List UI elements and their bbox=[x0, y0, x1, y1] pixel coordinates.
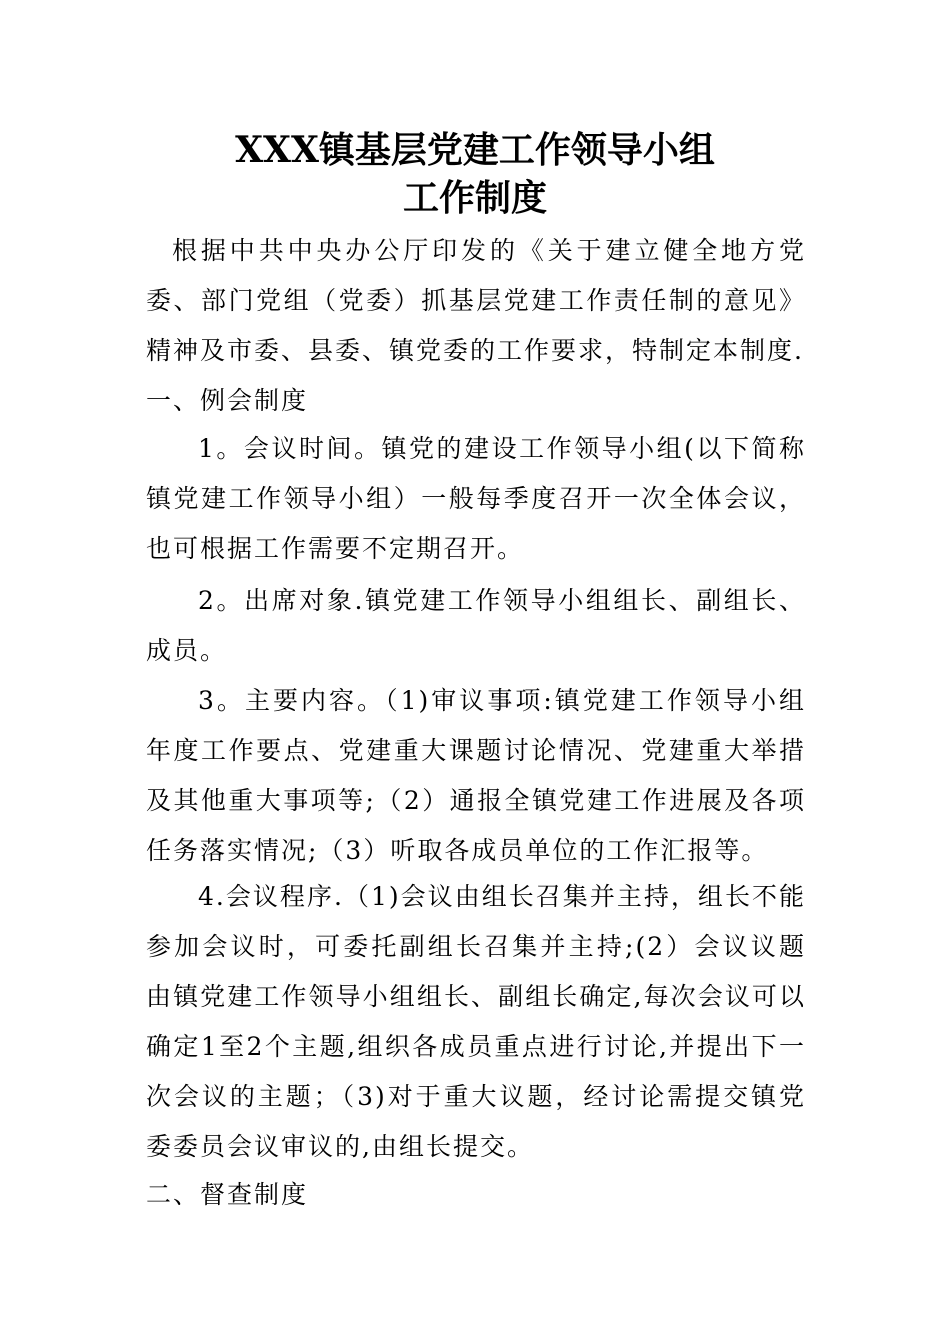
paragraph-item-1: 1。会议时间。镇党的建设工作领导小组(以下简称镇党建工作领导小组）一般每季度召开一次全体会议，也可根据工作需要不定期召开。 bbox=[146, 434, 806, 563]
paragraph-item-2: 2。出席对象.镇党建工作领导小组组长、副组长、成员。 bbox=[146, 586, 806, 665]
document-title: XXX镇基层党建工作领导小组 bbox=[235, 129, 715, 171]
paragraph-item-3: 3。主要内容。（1)审议事项:镇党建工作领导小组年度工作要点、党建重大课题讨论情况、党建重大举措及其他重大事项等;（2）通报全镇党建工作进展及各项任务落实情况;（3）听取各成员单位的工作汇报等。 bbox=[146, 686, 806, 865]
intro-paragraph: 根据中共中央办公厅印发的《关于建立健全地方党委、部门党组（党委）抓基层党建工作责任制的意见》精神及市委、县委、镇党委的工作要求，特制定本制度. bbox=[146, 236, 806, 365]
document-subtitle: 工作制度 bbox=[402, 177, 547, 219]
section-heading-meetings: 一、例会制度 bbox=[146, 386, 309, 415]
section-heading-supervision: 二、督查制度 bbox=[146, 1180, 309, 1209]
paragraph-item-4: 4.会议程序.（1)会议由组长召集并主持，组长不能参加会议时，可委托副组长召集并主持;(2）会议议题由镇党建工作领导小组组长、副组长确定,每次会议可以确定1至2个主题,组织各成员重点进行讨论,并提出下一次会议的主题；（3)对于重大议题，经讨论需提交镇党委委员会议审议的,由组长提交。 bbox=[146, 882, 806, 1161]
